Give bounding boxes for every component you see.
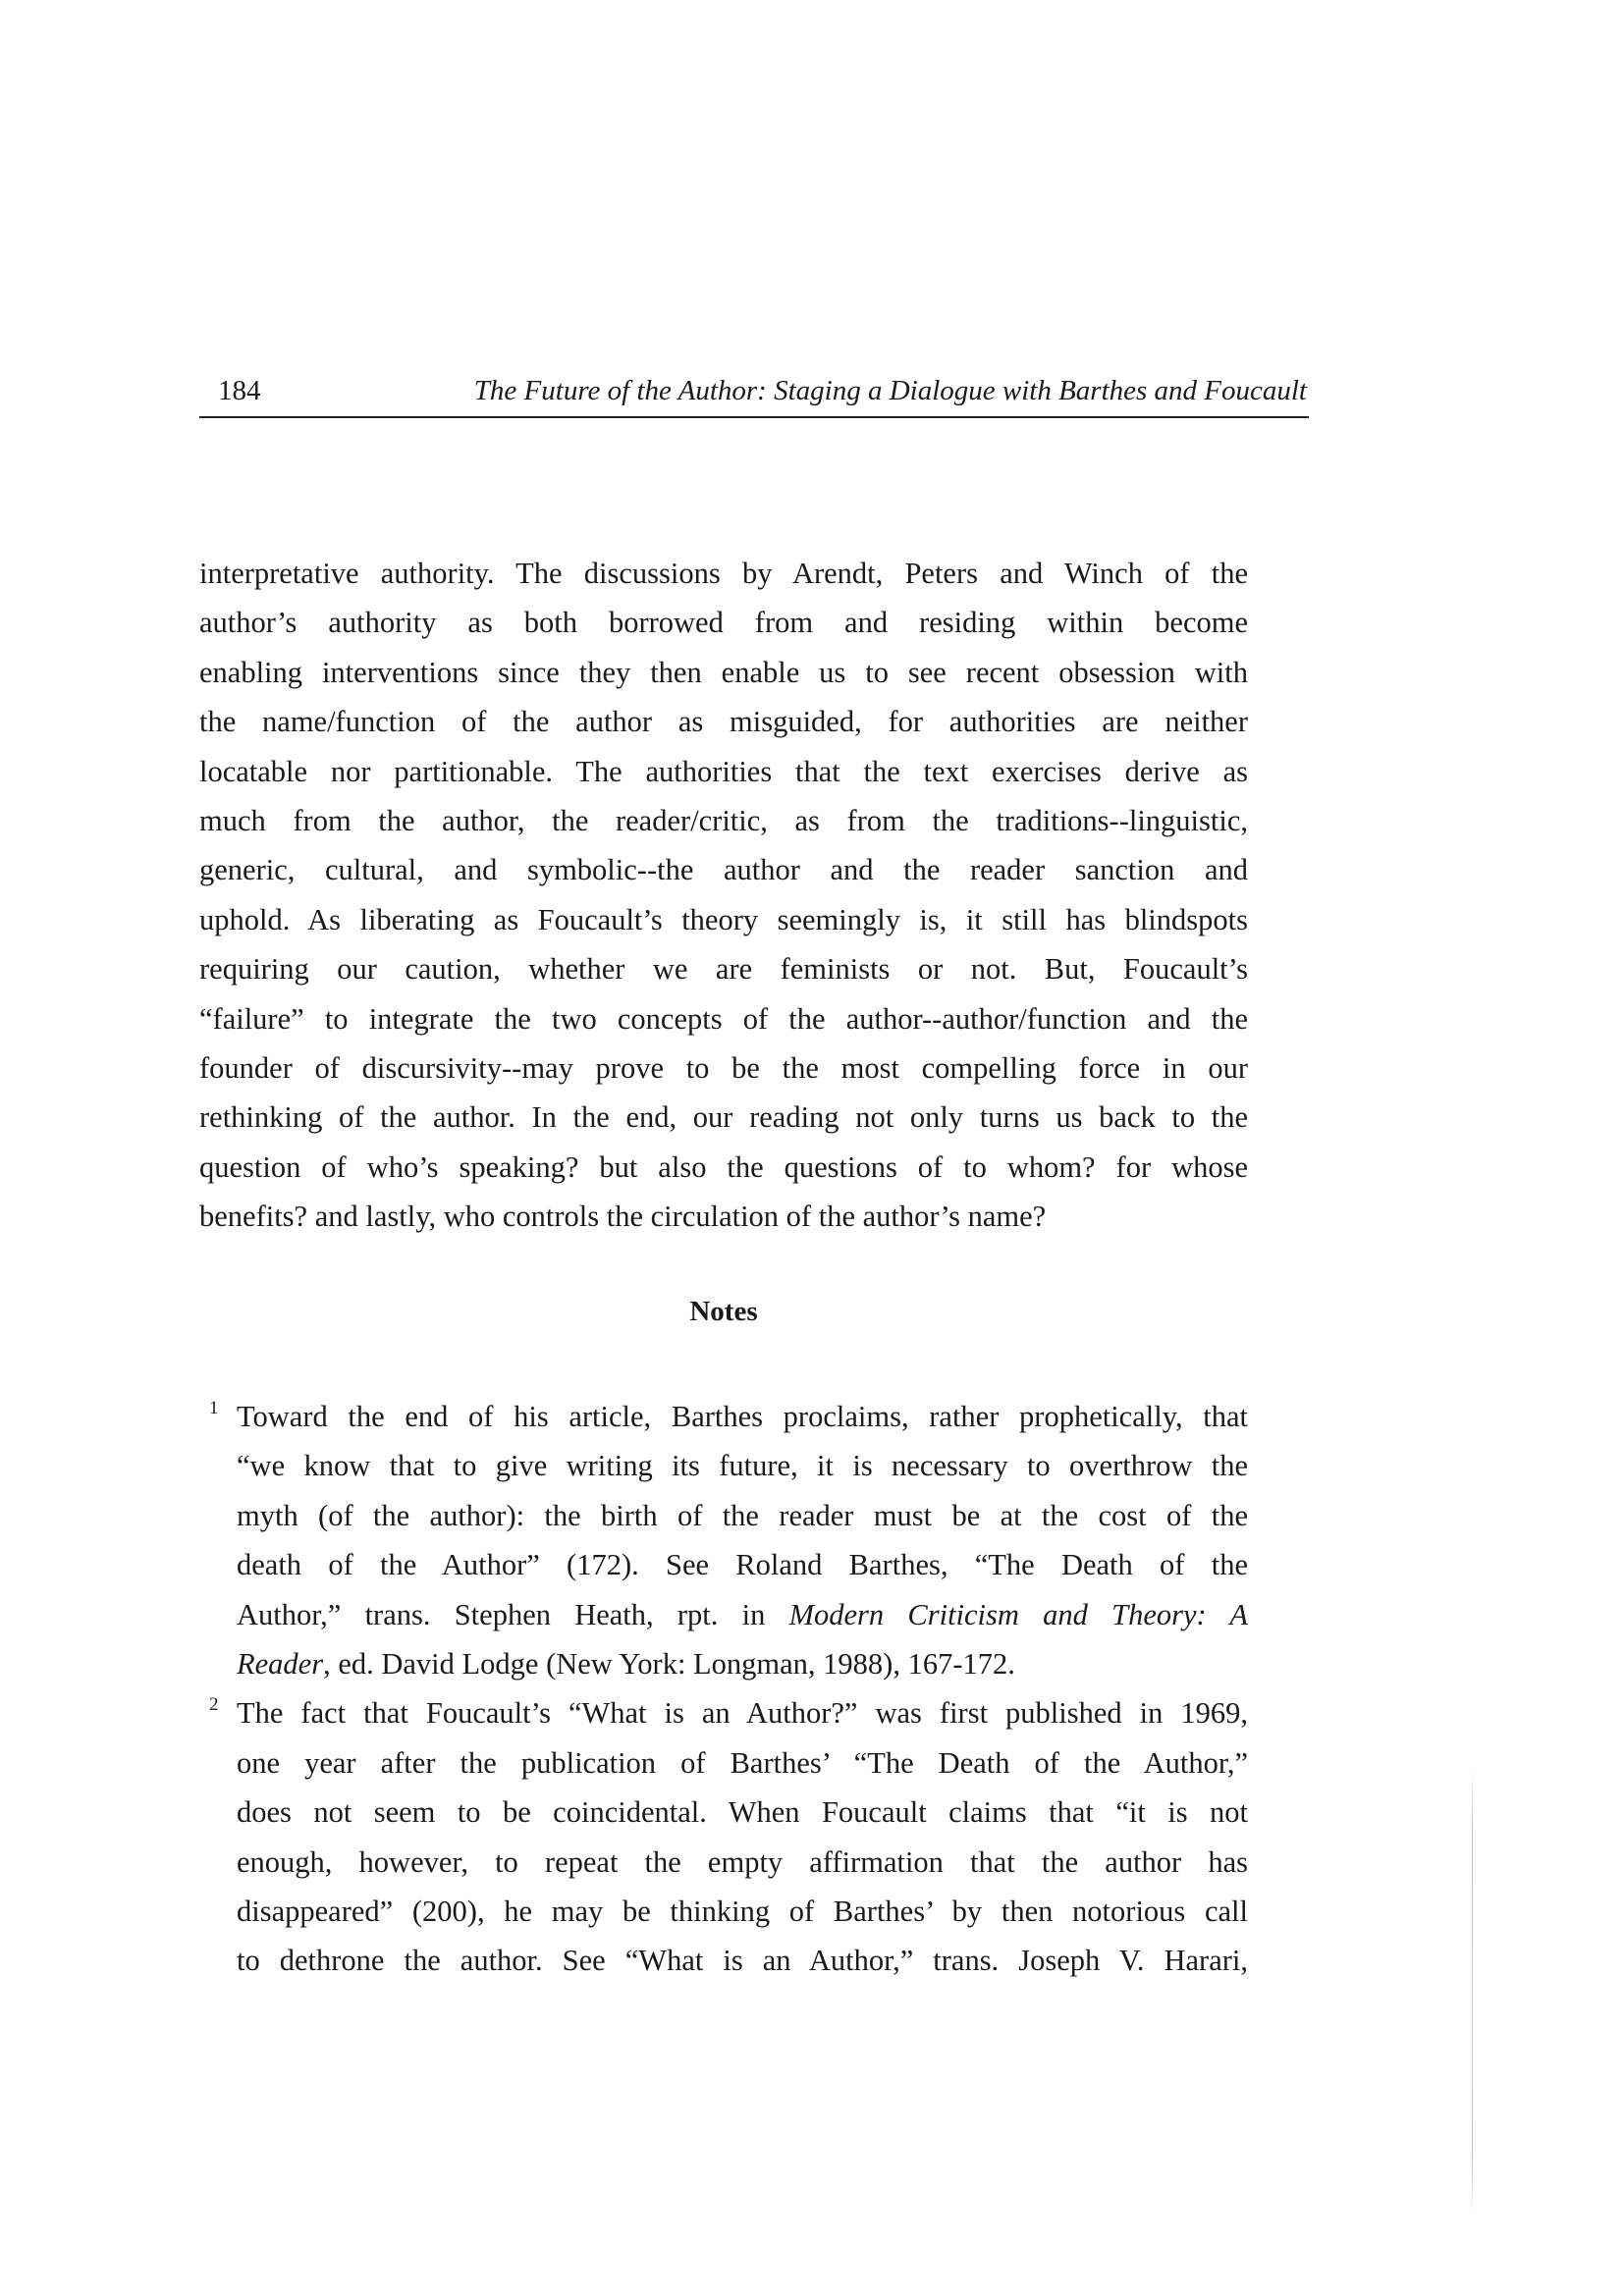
footnote-line: “we know that to give writing its future, it is necessary to overthrow the — [237, 1449, 1248, 1483]
footnote-text: Author,” trans. Stephen Heath, rpt. in — [237, 1597, 789, 1631]
body-line: interpretative authority. The discussions by Arendt, Peters and Winch of the — [199, 557, 1248, 590]
footnote-line: to dethrone the author. See “What is an Author,” trans. Joseph V. Harari, — [237, 1944, 1248, 1978]
footnote-line: one year after the publication of Barthes’ “The Death of the Author,” — [237, 1745, 1248, 1780]
footnote-text: , ed. David Lodge (New York: Longman, 1988), 167-172. — [323, 1646, 1015, 1681]
footnote-line: disappeared” (200), he may be thinking of Barthes’ by then notorious call — [237, 1894, 1248, 1928]
body-line: locatable nor partitionable. The authorities that the text exercises derive as — [199, 754, 1248, 788]
body-line: founder of discursivity--may prove to be the most compelling force in our — [199, 1050, 1248, 1085]
footnote-line — [237, 1639, 1248, 1688]
running-head — [199, 369, 1309, 418]
body-line: benefits? and lastly, who controls the circulation of the author’s name? — [199, 1200, 1047, 1234]
footnote-line: myth (of the author): the birth of the reader must be at the cost of the — [237, 1498, 1248, 1532]
body-line: rethinking of the author. In the end, our reading not only turns us back to the — [199, 1100, 1248, 1135]
footnote-line: enough, however, to repeat the empty affirmation that the author has — [237, 1844, 1248, 1879]
footnote-line: does not seem to be coincidental. When Foucault claims that “it is not — [237, 1795, 1248, 1830]
body-paragraph — [199, 549, 1248, 1241]
book-title: Modern Criticism and Theory: A — [788, 1597, 1249, 1631]
footnote-line — [237, 1590, 1248, 1639]
book-title: Reader — [237, 1646, 324, 1681]
body-line: enabling interventions since they then enable us to see recent obsession with — [199, 655, 1248, 689]
body-line: “failure” to integrate the two concepts of the author--author/function and the — [199, 1001, 1248, 1036]
body-line: the name/function of the author as misguided, for authorities are neither — [199, 705, 1248, 739]
body-line: uphold. As liberating as Foucault’s theory seemingly is, it still has blindspots — [199, 902, 1248, 936]
footnote-number: 1 — [209, 1398, 219, 1418]
body-line: author’s authority as both borrowed from and residing within become — [199, 606, 1248, 640]
footnote-1 — [199, 1392, 1248, 1688]
body-line: requiring our caution, whether we are feminists or not. But, Foucault’s — [199, 952, 1248, 987]
body-line: question of who’s speaking? but also the questions of to whom? for whose — [199, 1149, 1248, 1184]
footnote-line: The fact that Foucault’s “What is an Author?” was first published in 1969, — [237, 1696, 1248, 1731]
body-line: much from the author, the reader/critic, as from the traditions--linguistic, — [199, 803, 1248, 837]
page-number: 184 — [218, 375, 261, 406]
footnote-line: Toward the end of his article, Barthes proclaims, rather prophetically, that — [237, 1400, 1248, 1433]
footnote-2 — [199, 1688, 1248, 1985]
footnote-number: 2 — [209, 1694, 219, 1716]
scan-edge-mark — [1472, 1767, 1473, 2218]
footnote-line: death of the Author” (172). See Roland Barthes, “The Death of the — [237, 1548, 1248, 1582]
notes-heading: Notes — [689, 1296, 758, 1327]
body-line: generic, cultural, and symbolic--the author and the reader sanction and — [199, 853, 1248, 887]
running-title: The Future of the Author: Staging a Dialogue with Barthes and Foucault — [473, 375, 1307, 406]
notes-list — [199, 1392, 1248, 1986]
